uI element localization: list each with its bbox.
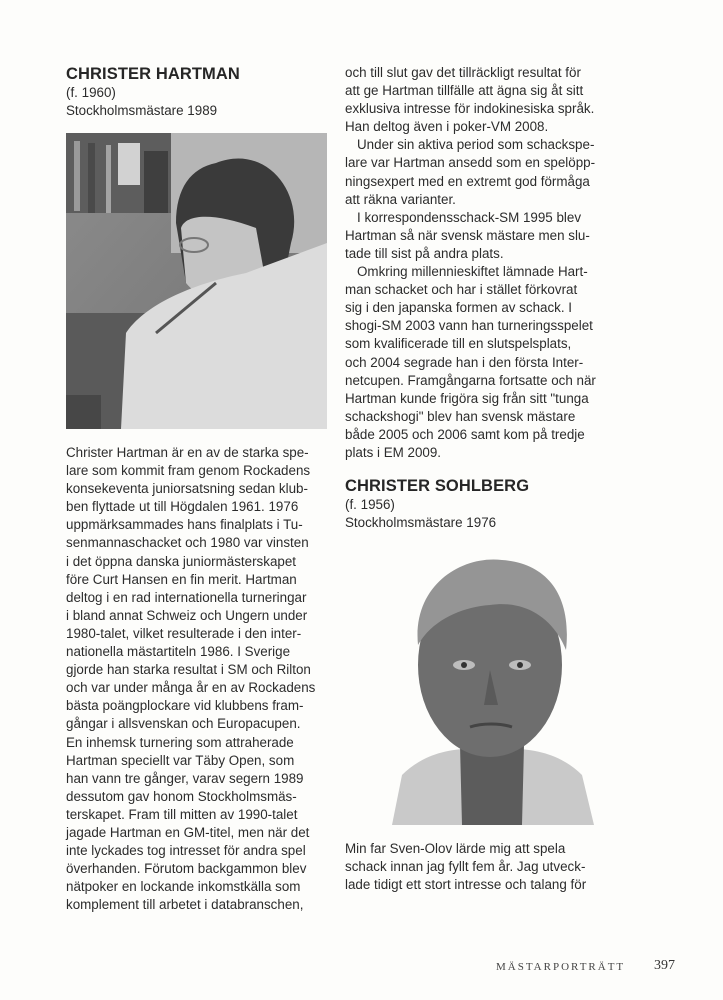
championship-title: Stockholmsmästare 1989 bbox=[66, 103, 218, 119]
text-line: i det öppna danska juniormästerskapet bbox=[66, 553, 297, 569]
paragraph bbox=[345, 136, 610, 208]
text-line: I korrespondensschack-SM 1995 blev bbox=[357, 209, 582, 225]
text-line: Under sin aktiva period som schackspe- bbox=[357, 137, 595, 153]
paragraph bbox=[345, 209, 610, 263]
text-line: att ge Hartman tillfälle att ägna sig åt sitt bbox=[345, 83, 584, 99]
text-line: före Curt Hansen en fin merit. Hartman bbox=[66, 571, 297, 587]
portrait-image bbox=[372, 545, 608, 825]
text-line: bästa poängplockare vid klubbens fram- bbox=[66, 698, 304, 714]
birth-year: (f. 1960) bbox=[66, 85, 116, 100]
text-line: överhanden. Förutom backgammon blev bbox=[66, 861, 307, 877]
text-line: lare var Hartman ansedd som en spelöpp- bbox=[345, 155, 596, 171]
page-number: 397 bbox=[654, 958, 675, 973]
portrait-image bbox=[66, 133, 327, 429]
player-name: CHRISTER HARTMAN bbox=[66, 65, 240, 83]
text-line: schack innan jag fyllt fem år. Jag utveck- bbox=[345, 859, 586, 875]
text-line: exklusiva intresse för indokinesiska språk. bbox=[345, 101, 595, 117]
text-line: Hartman speciellt var Täby Open, som bbox=[66, 752, 295, 768]
text-line: nätpoker en lockande inkomstkälla som bbox=[66, 879, 301, 895]
sohlberg-photo bbox=[372, 545, 608, 825]
sohlberg-biography bbox=[345, 840, 610, 894]
text-line: terskapet. Fram till mitten av 1990-talet bbox=[66, 806, 298, 822]
text-line: gjorde han starka resultat i SM och Rilton bbox=[66, 662, 311, 678]
text-line: En inhemsk turnering som attraherade bbox=[66, 734, 294, 750]
text-line: Christer Hartman är en av de starka spe- bbox=[66, 445, 309, 460]
text-line: och till slut gav det tillräckligt resultat för bbox=[345, 65, 581, 80]
text-line: man schacket och har i stället förkovrat bbox=[345, 282, 578, 298]
text-line: plats i EM 2009. bbox=[345, 444, 442, 460]
text-line: konsekeventa juniorsatsning sedan klub- bbox=[66, 481, 308, 497]
paragraph bbox=[345, 263, 610, 462]
text-line: inte lyckades tog intresset för andra spel bbox=[66, 843, 306, 859]
text-line: senmannaschacket och 1980 var vinsten bbox=[66, 535, 309, 551]
running-title: MÄSTARPORTRÄTT bbox=[496, 961, 626, 973]
text-line: tade till sist på andra plats. bbox=[345, 245, 504, 261]
text-line: schackshogi" blev han svensk mästare bbox=[345, 408, 576, 424]
text-line: 1980-talet, vilket resulterade i den inter- bbox=[66, 625, 302, 641]
text-line: Hartman kunde frigöra sig från sitt "tunga bbox=[345, 390, 589, 406]
text-line: i bland annat Schweiz och Ungern under bbox=[66, 607, 308, 623]
hartman-biography-left bbox=[66, 444, 336, 914]
text-line: han vann tre gånger, varav segern 1989 bbox=[66, 770, 304, 786]
championship-title: Stockholmsmästare 1976 bbox=[345, 515, 497, 531]
text-line: som kvalificerade till en slutspelsplats, bbox=[345, 336, 572, 352]
text-line: Hartman så när svensk mästare men slu- bbox=[345, 227, 590, 243]
text-line: Omkring millennieskiftet lämnade Hart- bbox=[357, 264, 588, 280]
text-line: shogi-SM 2003 vann han turneringsspelet bbox=[345, 318, 593, 334]
text-line: både 2005 och 2006 samt kom på tredje bbox=[345, 426, 585, 442]
hartman-header bbox=[66, 64, 332, 120]
text-line: att räkna varianter. bbox=[345, 191, 456, 207]
paragraph bbox=[345, 64, 610, 136]
text-line: sig i den japanska formen av schack. I bbox=[345, 300, 573, 316]
text-line: komplement till arbetet i databranschen, bbox=[66, 897, 304, 913]
text-line: lade tidigt ett stort intresse och talang för bbox=[345, 877, 587, 893]
text-line: deltog i en rad internationella turneringar bbox=[66, 589, 307, 605]
text-line: Han deltog även i poker-VM 2008. bbox=[345, 119, 549, 135]
text-line: nationella mästartiteln 1986. I Sverige bbox=[66, 644, 291, 660]
text-line: och 2004 segrade han i den första Inter- bbox=[345, 354, 584, 370]
text-line: gångar i allsvenskan och Europacupen. bbox=[66, 716, 301, 732]
text-line: och var under många år en av Rockadens bbox=[66, 680, 316, 696]
text-line: jagade Hartman en GM-titel, men när det bbox=[66, 824, 310, 840]
hartman-biography-right bbox=[345, 64, 610, 462]
text-line: dessutom gav honom Stockholmsmäs- bbox=[66, 788, 297, 804]
text-line: netcupen. Framgångarna fortsatte och när bbox=[345, 372, 596, 388]
text-line: uppmärksammades hans finalplats i Tu- bbox=[66, 517, 303, 533]
text-line: lare som kommit fram genom Rockadens bbox=[66, 463, 311, 479]
text-line: ben flyttade ut till Högdalen 1961. 1976 bbox=[66, 499, 299, 515]
player-name: CHRISTER SOHLBERG bbox=[345, 477, 530, 495]
text-line: ningsexpert med en extremt god förmåga bbox=[345, 173, 590, 189]
text-line: Min far Sven-Olov lärde mig att spela bbox=[345, 841, 566, 856]
hartman-photo bbox=[66, 133, 327, 429]
birth-year: (f. 1956) bbox=[345, 497, 395, 512]
sohlberg-header bbox=[345, 476, 610, 532]
